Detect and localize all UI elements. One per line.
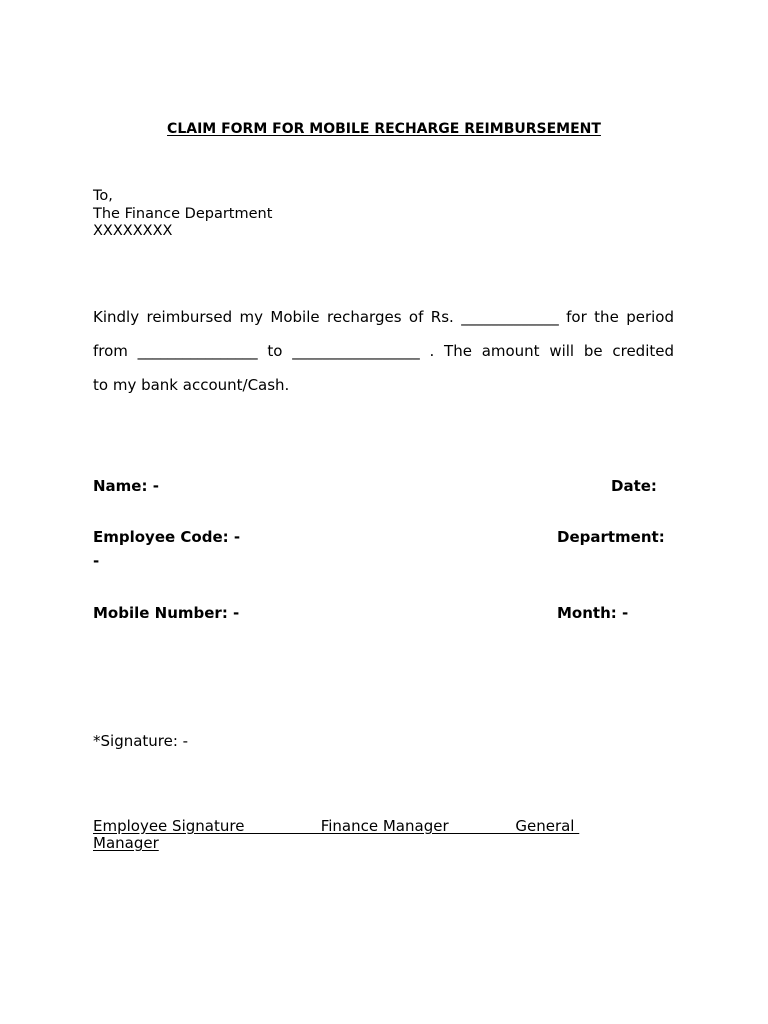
name-field-label: Name: - — [93, 477, 159, 495]
body-line-2: from ________________ to _________________ . The amount will be credited — [93, 342, 674, 360]
address-placeholder: XXXXXXXX — [93, 223, 173, 239]
body-line-1: Kindly reimbursed my Mobile recharges of Rs. _____________ for the period — [93, 308, 674, 326]
body-line-3: to my bank account/Cash. — [93, 376, 290, 394]
signature-roles-line-2: Manager — [93, 834, 159, 852]
employee-code-field-label: Employee Code: - — [93, 528, 241, 546]
department-field-dash: - — [93, 552, 100, 570]
signature-label: *Signature: - — [93, 732, 189, 750]
address-salutation: To, — [93, 188, 113, 204]
month-field-label: Month: - — [557, 604, 629, 622]
address-department: The Finance Department — [93, 206, 273, 222]
form-title: CLAIM FORM FOR MOBILE RECHARGE REIMBURSEMENT — [167, 121, 601, 137]
date-field-label: Date: — [611, 477, 657, 495]
department-field-label: Department: — [557, 528, 665, 546]
signature-roles-line: Employee Signature Finance Manager General — [93, 817, 580, 835]
mobile-number-field-label: Mobile Number: - — [93, 604, 240, 622]
